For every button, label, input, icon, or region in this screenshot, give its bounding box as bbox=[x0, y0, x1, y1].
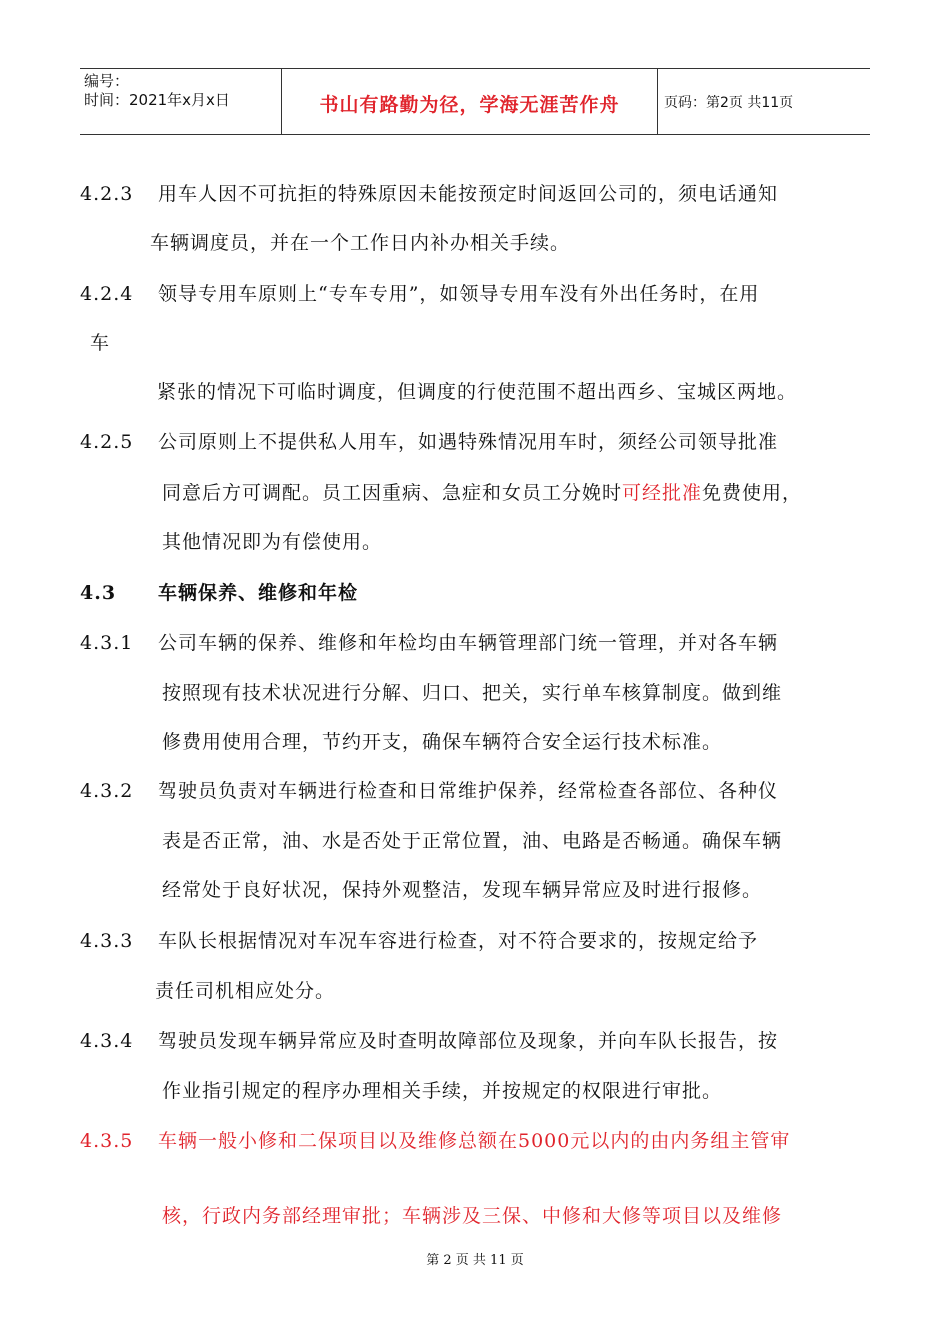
paragraph-4-2-3-line-1 bbox=[80, 182, 778, 206]
paragraph-4-3-1-line-3: 修费用使用合理，节约开支，确保车辆符合安全运行技术标准。 bbox=[162, 731, 723, 753]
clause-text: 公司原则上不提供私人用车，如遇特殊情况用车时，须经公司领导批准 bbox=[158, 431, 779, 453]
paragraph-4-2-4-line-2: 车 bbox=[90, 332, 111, 354]
header-motto: 书山有路勤为径，学海无涯苦作舟 bbox=[282, 69, 658, 134]
paragraph-4-2-5-line-2 bbox=[162, 481, 802, 505]
page-header bbox=[80, 68, 870, 135]
clause-text: 同意后方可调配。员工因重病、急症和女员工分娩时 bbox=[162, 482, 623, 504]
clause-text: 车辆一般小修和二保项目以及维修总额在5000元以内的由内务组主管审 bbox=[158, 1130, 791, 1152]
clause-number: 4.3.1 bbox=[80, 632, 134, 654]
paragraph-4-3-3-line-1 bbox=[80, 929, 758, 953]
paragraph-4-3-3-line-2: 责任司机相应处分。 bbox=[155, 980, 336, 1002]
highlight-text: 可经批准 bbox=[622, 482, 703, 504]
section-number: 4.3 bbox=[80, 582, 117, 604]
clause-text: 用车人因不可抗拒的特殊原因未能按预定时间返回公司的，须电话通知 bbox=[158, 183, 779, 205]
clause-text: 领导专用车原则上“专车专用”，如领导专用车没有外出任务时，在用 bbox=[158, 283, 760, 305]
clause-number: 4.2.5 bbox=[80, 431, 134, 453]
clause-text: 驾驶员负责对车辆进行检查和日常维护保养，经常检查各部位、各种仪 bbox=[158, 780, 779, 802]
header-page-info: 页码：第2页 共11页 bbox=[664, 94, 794, 111]
clause-text: 公司车辆的保养、维修和年检均由车辆管理部门统一管理，并对各车辆 bbox=[158, 632, 779, 654]
paragraph-4-3-1-line-2: 按照现有技术状况进行分解、归口、把关，实行单车核算制度。做到维 bbox=[162, 682, 783, 704]
paragraph-4-3-4-line-2: 作业指引规定的程序办理相关手续，并按规定的权限进行审批。 bbox=[162, 1080, 723, 1102]
section-4-3-heading bbox=[80, 581, 358, 605]
clause-number: 4.2.3 bbox=[80, 183, 134, 205]
header-meta bbox=[80, 69, 282, 134]
clause-text: 车队长根据情况对车况车容进行检查，对不符合要求的，按规定给予 bbox=[158, 930, 759, 952]
paragraph-4-3-5-line-2: 核，行政内务部经理审批；车辆涉及三保、中修和大修等项目以及维修 bbox=[162, 1205, 783, 1227]
paragraph-4-2-5-line-1 bbox=[80, 430, 778, 454]
code-label: 编号： bbox=[84, 72, 130, 90]
page-footer: 第 2 页 共 11 页 bbox=[426, 1253, 524, 1268]
clause-number: 4.3.5 bbox=[80, 1130, 134, 1152]
paragraph-4-3-1-line-1 bbox=[80, 631, 778, 655]
clause-number: 4.3.3 bbox=[80, 930, 134, 952]
paragraph-4-3-2-line-1 bbox=[80, 779, 778, 803]
paragraph-4-2-3-line-2: 车辆调度员，并在一个工作日内补办相关手续。 bbox=[150, 232, 571, 254]
clause-number: 4.2.4 bbox=[80, 283, 134, 305]
paragraph-4-3-5-line-1 bbox=[80, 1129, 790, 1153]
clause-text: 驾驶员发现车辆异常应及时查明故障部位及现象，并向车队长报告，按 bbox=[158, 1030, 779, 1052]
paragraph-4-2-5-line-3: 其他情况即为有偿使用。 bbox=[162, 531, 383, 553]
paragraph-4-2-4-line-1 bbox=[80, 282, 759, 306]
clause-number: 4.3.4 bbox=[80, 1030, 134, 1052]
clause-text: 免费使用， bbox=[702, 482, 803, 504]
section-title: 车辆保养、维修和年检 bbox=[158, 582, 359, 604]
paragraph-4-3-4-line-1 bbox=[80, 1029, 778, 1053]
paragraph-4-3-2-line-2: 表是否正常，油、水是否处于正常位置，油、电路是否畅通。确保车辆 bbox=[162, 830, 783, 852]
paragraph-4-3-2-line-3: 经常处于良好状况，保持外观整洁，发现车辆异常应及时进行报修。 bbox=[162, 879, 763, 901]
paragraph-4-2-4-line-3: 紧张的情况下可临时调度，但调度的行使范围不超出西乡、宝城区两地。 bbox=[157, 381, 798, 403]
time-label: 时间：2021年x月x日 bbox=[84, 91, 230, 109]
clause-number: 4.3.2 bbox=[80, 780, 134, 802]
